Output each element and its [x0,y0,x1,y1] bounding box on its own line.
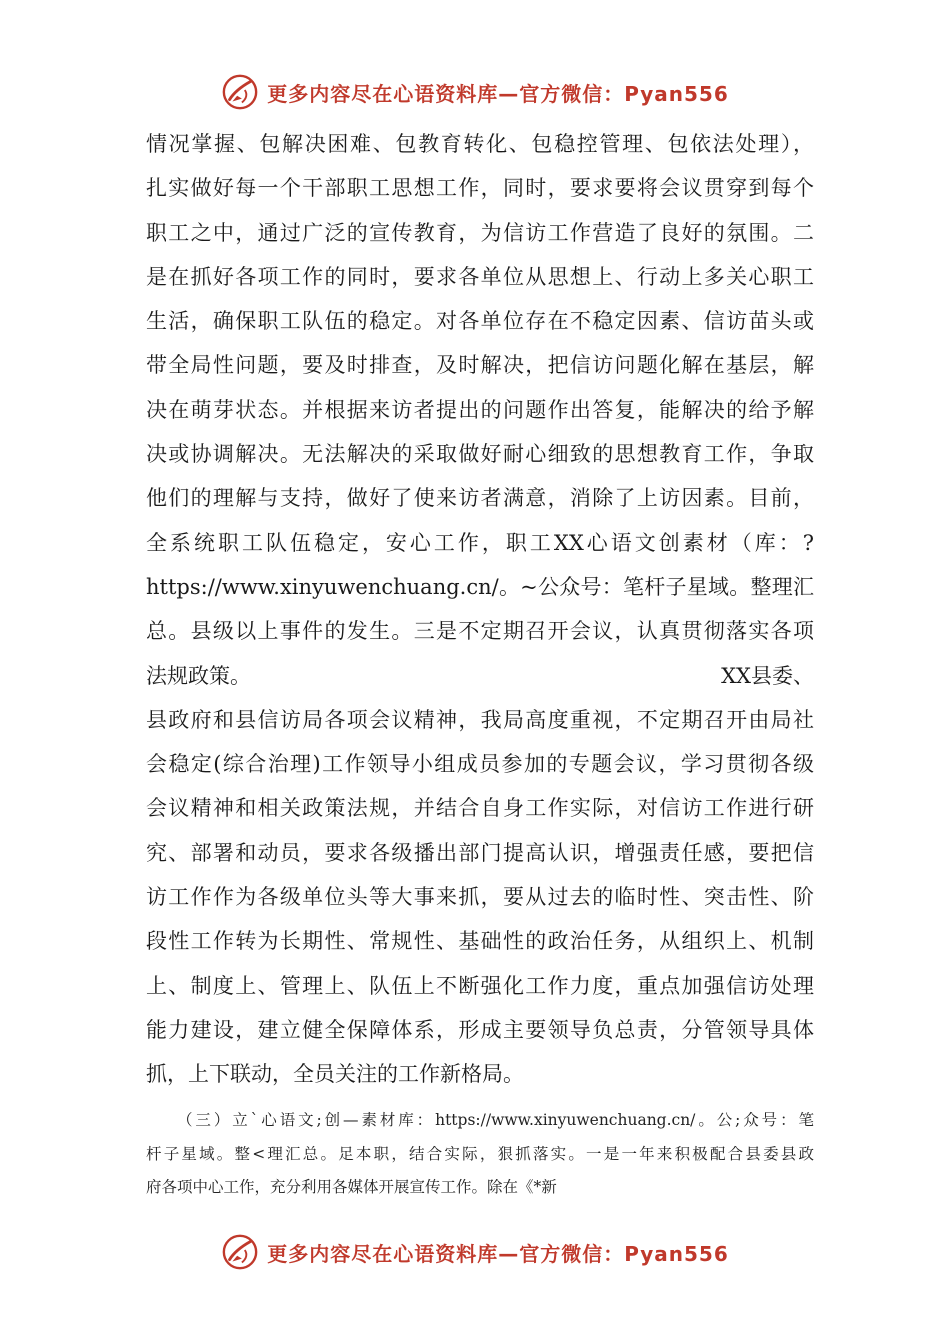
body-line: 生活，确保职工队伍的稳定。对各单位存在不稳定因素、信访苗头或 [146,309,814,334]
body-line: 会议精神和相关政策法规，并结合自身工作实际，对信访工作进行研 [146,796,814,821]
body-line: 总。县级以上事件的发生。三是不定期召开会议，认真贯彻落实各项 [146,619,814,644]
body-line-last: 抓，上下联动，全员关注的工作新格局。 [146,1062,524,1087]
document-body [146,122,814,1097]
body-line: 能力建设，建立健全保障体系，形成主要领导负总责，分管领导具体 [146,1017,814,1042]
small-line: 府各项中心工作，充分利用各媒体开展宣传工作。除在《*新 [146,1178,557,1196]
split-line-left: 法规政策。 [146,663,251,688]
body-line: 情况掌握、包解决困难、包教育转化、包稳控管理、包依法处理）， [146,132,814,156]
split-line-right: XX县委、 [721,663,814,688]
section-three-paragraph [146,1104,814,1205]
pen-scroll-logo-icon [221,1233,259,1271]
body-line: 访工作作为各级单位头等大事来抓，要从过去的临时性、突击性、阶 [146,885,814,910]
footer-banner [0,1230,950,1274]
body-line: 职工之中，通过广泛的宣传教育，为信访工作营造了良好的氛围。二 [146,220,814,245]
small-line: 杆子星域。整<理汇总。足本职，结合实际，狠抓落实。一是一年来积极配合县委县政 [146,1144,814,1163]
body-line: 决或协调解决。无法解决的采取做好耐心细致的思想教育工作，争取 [146,442,814,467]
body-line: 是在抓好各项工作的同时，要求各单位从思想上、行动上多关心职工 [146,264,814,289]
header-banner-text: 更多内容尽在心语资料库—官方微信：Pyan556 [267,81,729,106]
split-line [146,654,814,698]
body-line: 会稳定(综合治理)工作领导小组成员参加的专题会议，学习贯彻各级 [146,752,814,777]
header-banner [0,70,950,114]
pen-scroll-logo-icon [221,73,259,111]
body-line: 上、制度上、管理上、队伍上不断强化工作力度，重点加强信访处理 [146,973,814,998]
body-line: 决在萌芽状态。并根据来访者提出的问题作出答复，能解决的给予解 [146,397,814,422]
body-line: 他们的理解与支持，做好了使来访者满意，消除了上访因素。目前， [146,486,814,511]
small-line: （三）立`心语文;创—素材库：https://www.xinyuwenchuang.cn/。公;众号：笔 [177,1111,814,1129]
body-line: 扎实做好每一个干部职工思想工作，同时，要求要将会议贯穿到每个 [146,176,814,201]
body-line: 带全局性问题，要及时排查，及时解决，把信访问题化解在基层，解 [146,353,814,378]
body-line: https://www.xinyuwenchuang.cn/。~公众号：笔杆子星域。整理汇 [146,574,814,599]
body-line: 全系统职工队伍稳定，安心工作，职工XX心语文创素材（库：? [146,530,814,555]
body-line: 究、部署和动员，要求各级播出部门提高认识，增强责任感，要把信 [146,840,814,865]
body-line: 县政府和县信访局各项会议精神，我局高度重视，不定期召开由局社 [146,707,814,732]
footer-banner-text: 更多内容尽在心语资料库—官方微信：Pyan556 [267,1241,729,1266]
body-line: 段性工作转为长期性、常规性、基础性的政治任务，从组织上、机制 [146,929,814,954]
